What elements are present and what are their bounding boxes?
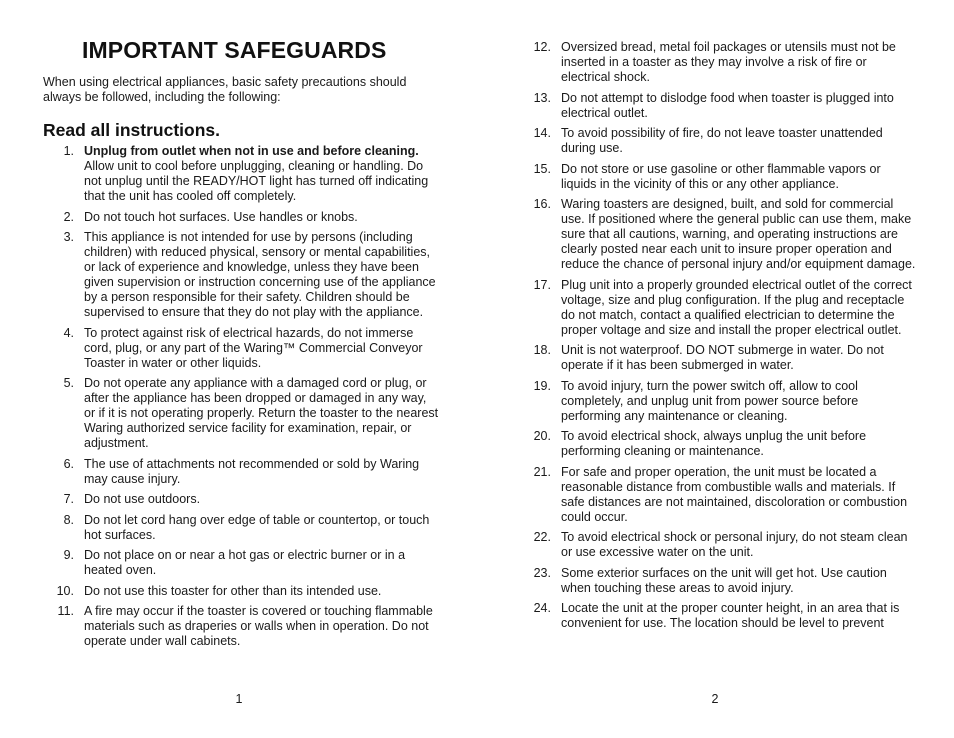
- list-item: [517, 379, 917, 424]
- page-number: 1: [235, 692, 243, 706]
- item-text: Plug unit into a properly grounded electrical outlet of the correct voltage, size and plug configuration. If the plug and receptacle do not match, contact a qualified electrician to determine the proper voltage and size and install the proper electrical outlet.: [561, 277, 912, 337]
- item-number: 6.: [63, 456, 74, 471]
- item-text: [74, 144, 440, 204]
- item-number: 16.: [533, 197, 551, 211]
- item-number: 18.: [533, 343, 551, 357]
- list-item: [517, 278, 917, 338]
- list-item: [517, 197, 917, 272]
- intro-paragraph: When using electrical appliances, basic safety precautions should always be followed, including the following:: [43, 75, 407, 104]
- item-text: The use of attachments not recommended or sold by Waring may cause injury.: [84, 456, 420, 486]
- item-number: 5.: [63, 376, 74, 390]
- item-text: To protect against risk of electrical hazards, do not immerse cord, plug, or any part of the Waring™ Commercial Conveyor Toaster in water or other liquids.: [84, 325, 423, 370]
- item-bold-text: Unplug from outlet when not in use and before cleaning.: [84, 144, 419, 158]
- item-text: Oversized bread, metal foil packages or utensils must not be inserted in a toaster as they may involve a risk of fire or electrical shock.: [561, 40, 896, 84]
- list-item: [40, 210, 440, 225]
- item-number: 12.: [533, 40, 551, 54]
- list-item: [40, 513, 440, 543]
- item-text: A fire may occur if the toaster is covered or touching flammable materials such as draperies or walls when in operation. Do not operate under wall cabinets.: [84, 604, 433, 648]
- list-item: [517, 343, 917, 373]
- list-item: [517, 126, 917, 156]
- item-number: 9.: [63, 548, 74, 562]
- item-text: Unit is not waterproof. DO NOT submerge in water. Do not operate if it has been submerged in water.: [561, 343, 884, 372]
- item-number: 11.: [57, 604, 74, 618]
- item-number: 19.: [533, 378, 551, 393]
- item-text: Waring toasters are designed, built, and sold for commercial use. If positioned where the general public can use them, make sure that all cautions, warning, and operating instructions are clearly posted near each unit to insure proper operation and reduce the chance of personal injury and/or equipment damage.: [561, 197, 916, 271]
- page-number: 2: [711, 692, 719, 706]
- item-number: 24.: [533, 601, 551, 615]
- item-number: 7.: [63, 492, 74, 506]
- list-item: [517, 465, 917, 525]
- list-item: [517, 91, 917, 121]
- section-heading: Read all instructions.: [43, 120, 220, 140]
- item-number: 14.: [533, 126, 551, 140]
- item-number: 22.: [533, 530, 551, 544]
- item-text: Do not operate any appliance with a damaged cord or plug, or after the appliance has been dropped or damaged in any way, or if it is not operating properly. Return the toaster to the nearest Waring authorized service facility for examination, repair, or adjustment.: [84, 376, 439, 450]
- item-text: Locate the unit at the proper counter height, in an area that is convenient for use. The location should be level to prevent: [561, 601, 900, 630]
- item-text: To avoid possibility of fire, do not leave toaster unattended during use.: [561, 126, 883, 155]
- item-number: 15.: [533, 161, 551, 176]
- list-item: [40, 326, 440, 371]
- item-number: 23.: [533, 565, 551, 580]
- item-number: 20.: [533, 429, 551, 443]
- list-item: [517, 429, 917, 459]
- item-text: Some exterior surfaces on the unit will get hot. Use caution when touching these areas to avoid injury.: [561, 565, 887, 595]
- list-item: [40, 492, 440, 507]
- list-item: [40, 584, 440, 599]
- list-item: [40, 230, 440, 320]
- item-text: Do not use this toaster for other than its intended use.: [84, 583, 382, 598]
- item-number: 10.: [56, 583, 74, 598]
- item-text: To avoid injury, turn the power switch off, allow to cool completely, and unplug unit from power source before performing any maintenance or cleaning.: [561, 378, 859, 423]
- item-text: Do not store or use gasoline or other flammable vapors or liquids in the vicinity of this or any other appliance.: [561, 161, 881, 191]
- list-item: [40, 457, 440, 487]
- item-number: 8.: [63, 512, 74, 527]
- safeguards-list-page-2: [517, 40, 917, 637]
- item-text: For safe and proper operation, the unit must be located a reasonable distance from combustible walls and materials. If safe distances are not maintained, discoloration or combustion could occur.: [561, 464, 908, 524]
- item-body-text: Allow unit to cool before unplugging, cleaning or handling. Do not unplug until the READY/HOT light has turned off indicating that the unit has cooled off completely.: [84, 159, 429, 203]
- item-number: 1.: [63, 144, 74, 158]
- item-text: To avoid electrical shock, always unplug the unit before performing cleaning or maintenance.: [561, 429, 867, 458]
- item-text: To avoid electrical shock or personal injury, do not steam clean or use excessive water on the unit.: [561, 530, 908, 559]
- list-item: [517, 40, 917, 85]
- list-item: [40, 604, 440, 649]
- item-number: 4.: [63, 325, 74, 340]
- safeguards-list-page-1: [40, 144, 440, 655]
- list-item: [40, 144, 440, 204]
- list-item: [517, 566, 917, 596]
- page-title: IMPORTANT SAFEGUARDS: [82, 37, 387, 63]
- item-text: Do not use outdoors.: [84, 492, 201, 506]
- item-number: 21.: [533, 464, 551, 479]
- list-item: [517, 162, 917, 192]
- item-number: 3.: [63, 230, 74, 244]
- item-text: This appliance is not intended for use by persons (including children) with reduced physical, sensory or mental capabilities, or lack of experience and knowledge, unless they have been given supervision or instruction concerning use of the appliance by a person responsible for their safety. Children should be supervised to ensure that they do not play with the appliance.: [84, 230, 436, 319]
- item-number: 13.: [533, 90, 551, 105]
- item-number: 2.: [63, 209, 74, 224]
- item-text: Do not place on or near a hot gas or electric burner or in a heated oven.: [84, 548, 406, 577]
- list-item: [40, 548, 440, 578]
- item-text: Do not attempt to dislodge food when toaster is plugged into electrical outlet.: [561, 90, 894, 120]
- item-text: Do not touch hot surfaces. Use handles or knobs.: [84, 209, 358, 224]
- item-text: Do not let cord hang over edge of table or countertop, or touch hot surfaces.: [84, 512, 430, 542]
- list-item: [517, 601, 917, 631]
- item-number: 17.: [533, 277, 551, 292]
- list-item: [517, 530, 917, 560]
- list-item: [40, 376, 440, 451]
